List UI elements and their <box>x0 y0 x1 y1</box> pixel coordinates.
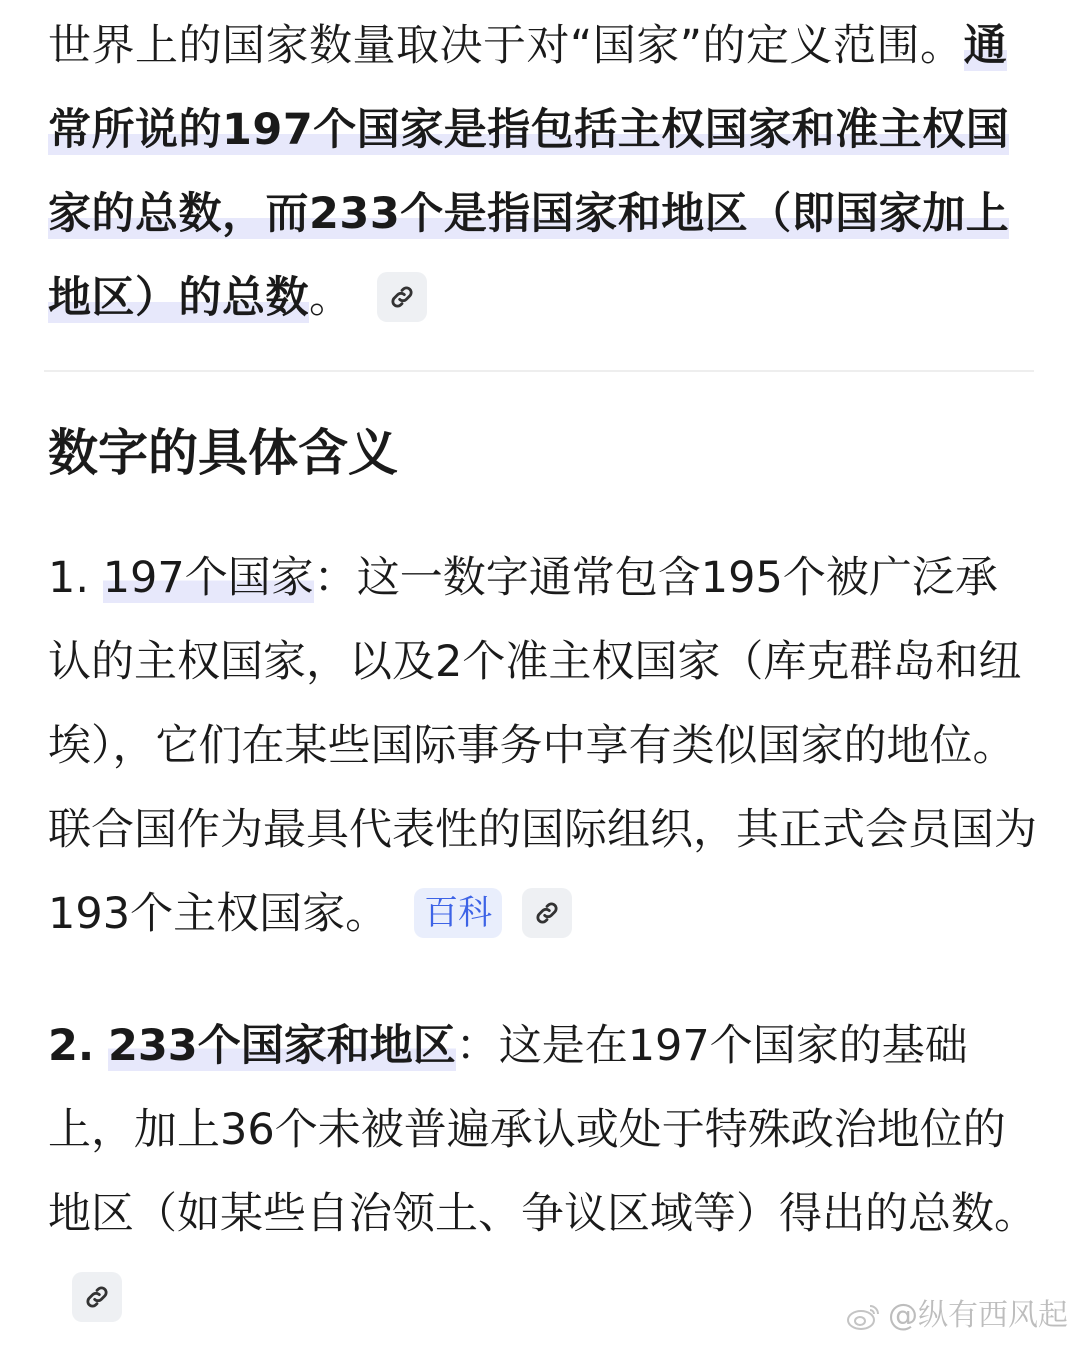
intro-paragraph <box>48 0 1038 340</box>
section-heading: 数字的具体含义 <box>48 424 398 482</box>
answer-content <box>48 0 1038 1340</box>
watermark-text: @纵有西风起 <box>888 1298 1068 1333</box>
link-icon <box>83 1283 111 1311</box>
watermark <box>846 1290 1068 1334</box>
source-tag-baike[interactable]: 百科 <box>414 888 502 938</box>
list-item-term: 197个国家 <box>102 553 314 603</box>
item-2-link-button[interactable] <box>72 1272 122 1322</box>
weibo-icon <box>846 1303 882 1331</box>
list-item-colon: ： <box>455 1021 499 1071</box>
item-1-link-button[interactable] <box>522 888 572 938</box>
intro-highlight-text: 通常所说的197个国家是指包括主权国家和准主权国家的总数，而233个是指国家和地区（即国家加上地区）的总数 <box>48 21 1010 323</box>
link-icon <box>533 899 561 927</box>
list-item-term: 233个国家和地区 <box>107 1021 456 1071</box>
section-divider <box>44 370 1034 372</box>
intro-end-punctuation: 。 <box>309 273 353 323</box>
intro-link-button[interactable] <box>377 272 427 322</box>
list-number: 1. <box>48 553 90 603</box>
list-item-colon: ： <box>313 553 357 603</box>
list-item-body: 这一数字通常包含195个被广泛承认的主权国家，以及2个准主权国家（库克群岛和纽埃），它们在某些国际事务中享有类似国家的地位。联合国作为最具代表性的国际组织，其正式会员国为193个主权国家。 <box>48 553 1037 939</box>
list-item-body: 这是在197个国家的基础上，加上36个未被普遍承认或处于特殊政治地位的地区（如某些自治领土、争议区域等）得出的总数。 <box>48 1021 1037 1239</box>
link-icon <box>388 283 416 311</box>
intro-plain-text: 世界上的国家数量取决于对“国家”的定义范围。 <box>48 21 964 71</box>
list-number: 2. <box>48 1021 95 1071</box>
list-item-1 <box>48 536 1038 956</box>
